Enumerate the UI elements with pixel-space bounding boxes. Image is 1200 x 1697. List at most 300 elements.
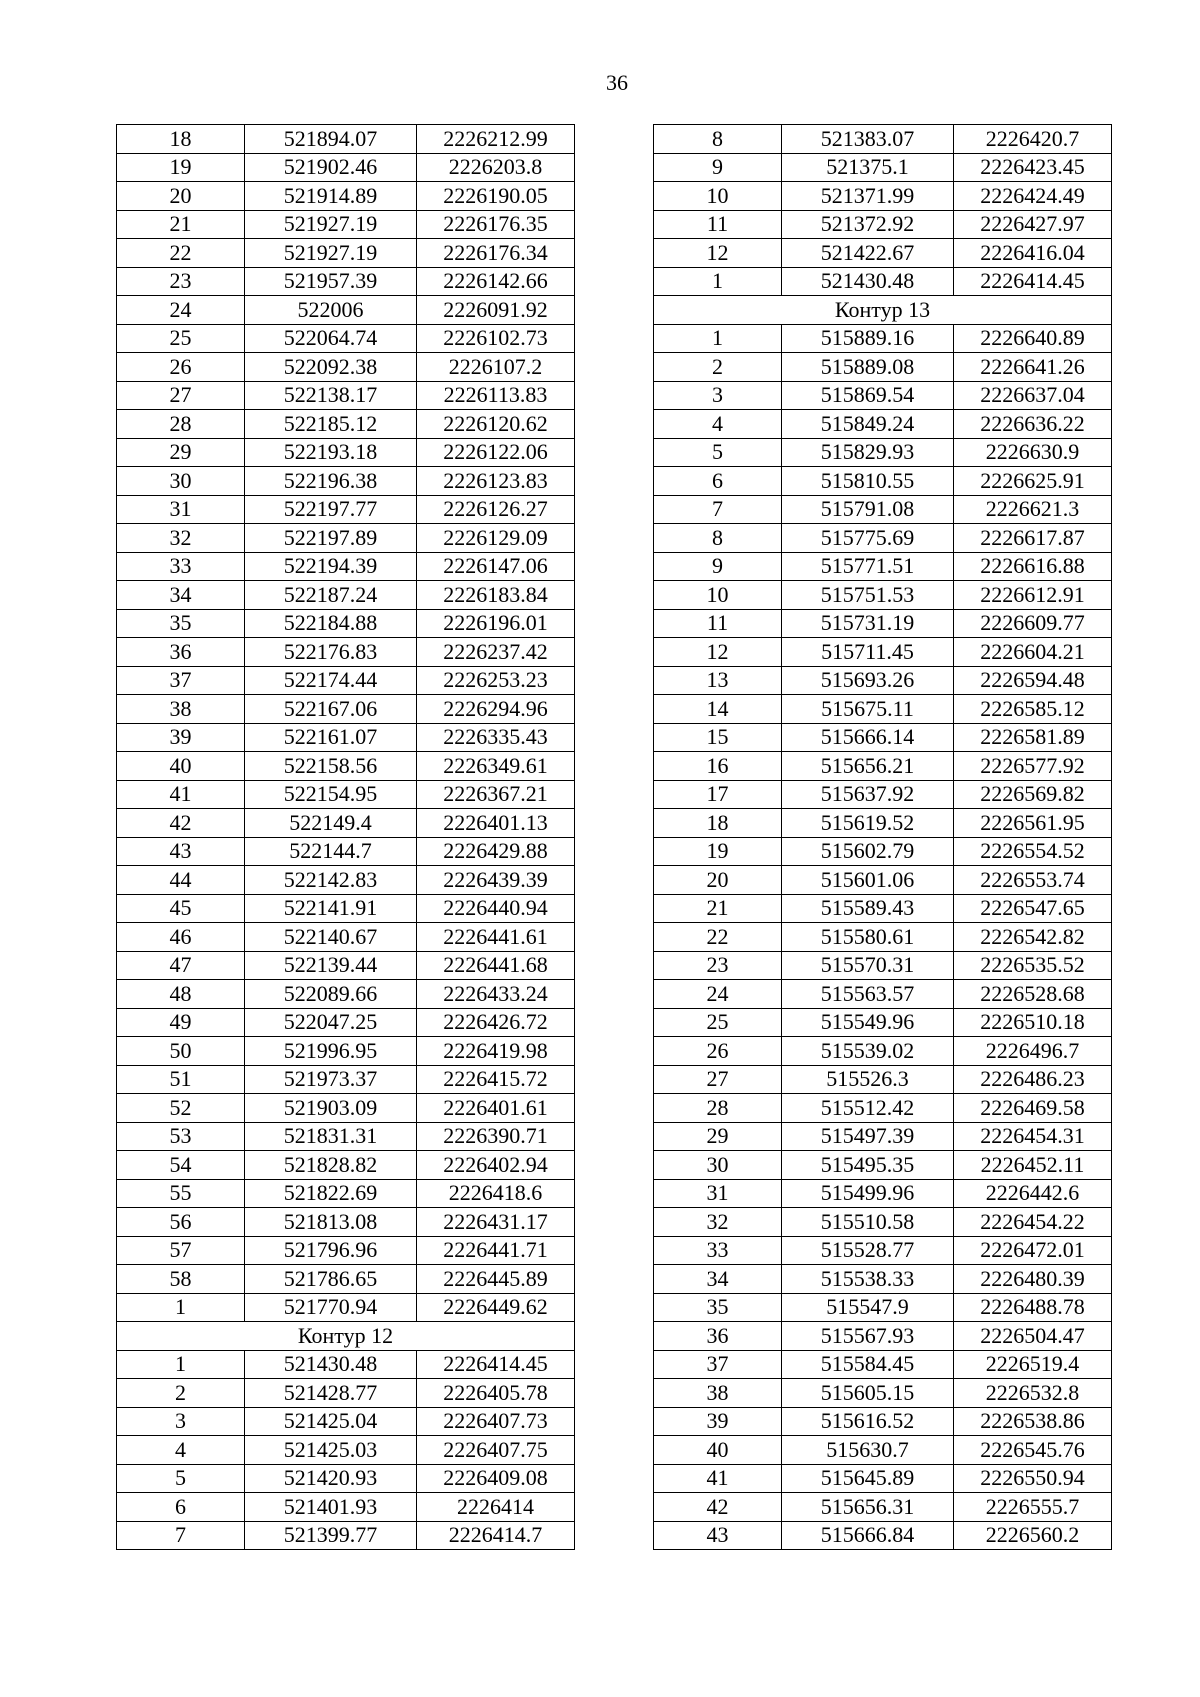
point-number-cell: 1 <box>117 1293 245 1322</box>
point-number-cell: 21 <box>117 210 245 239</box>
x-coordinate-cell: 515538.33 <box>782 1265 954 1294</box>
y-coordinate-cell: 2226488.78 <box>954 1293 1112 1322</box>
x-coordinate-cell: 515602.79 <box>782 837 954 866</box>
point-number-cell: 27 <box>117 381 245 410</box>
x-coordinate-cell: 522187.24 <box>245 581 417 610</box>
table-row <box>654 1122 1112 1151</box>
contour-header-cell: Контур 13 <box>654 296 1112 325</box>
y-coordinate-cell: 2226577.92 <box>954 752 1112 781</box>
y-coordinate-cell: 2226581.89 <box>954 723 1112 752</box>
point-number-cell: 25 <box>117 324 245 353</box>
point-number-cell: 15 <box>654 723 782 752</box>
point-number-cell: 3 <box>117 1407 245 1436</box>
point-number-cell: 22 <box>117 239 245 268</box>
point-number-cell: 1 <box>654 267 782 296</box>
point-number-cell: 18 <box>117 125 245 154</box>
point-number-cell: 48 <box>117 980 245 1009</box>
point-number-cell: 42 <box>654 1493 782 1522</box>
table-row <box>654 153 1112 182</box>
y-coordinate-cell: 2226547.65 <box>954 894 1112 923</box>
x-coordinate-cell: 515499.96 <box>782 1179 954 1208</box>
table-row <box>654 410 1112 439</box>
y-coordinate-cell: 2226454.31 <box>954 1122 1112 1151</box>
contour-header-row <box>654 296 1112 325</box>
y-coordinate-cell: 2226612.91 <box>954 581 1112 610</box>
x-coordinate-cell: 515869.54 <box>782 381 954 410</box>
x-coordinate-cell: 515645.89 <box>782 1464 954 1493</box>
point-number-cell: 28 <box>117 410 245 439</box>
point-number-cell: 57 <box>117 1236 245 1265</box>
y-coordinate-cell: 2226409.08 <box>417 1464 575 1493</box>
coordinates-table-left <box>116 124 575 1550</box>
page-number: 36 <box>606 70 628 95</box>
x-coordinate-cell: 522092.38 <box>245 353 417 382</box>
table-body <box>654 125 1112 1550</box>
y-coordinate-cell: 2226441.61 <box>417 923 575 952</box>
table-row <box>117 495 575 524</box>
x-coordinate-cell: 522138.17 <box>245 381 417 410</box>
table-row <box>654 894 1112 923</box>
table-row <box>654 1493 1112 1522</box>
point-number-cell: 6 <box>117 1493 245 1522</box>
point-number-cell: 5 <box>117 1464 245 1493</box>
table-row <box>117 267 575 296</box>
point-number-cell: 23 <box>654 951 782 980</box>
x-coordinate-cell: 515675.11 <box>782 695 954 724</box>
point-number-cell: 21 <box>654 894 782 923</box>
y-coordinate-cell: 2226120.62 <box>417 410 575 439</box>
table-row <box>117 723 575 752</box>
y-coordinate-cell: 2226335.43 <box>417 723 575 752</box>
y-coordinate-cell: 2226630.9 <box>954 438 1112 467</box>
y-coordinate-cell: 2226545.76 <box>954 1436 1112 1465</box>
point-number-cell: 29 <box>654 1122 782 1151</box>
y-coordinate-cell: 2226123.83 <box>417 467 575 496</box>
y-coordinate-cell: 2226486.23 <box>954 1065 1112 1094</box>
x-coordinate-cell: 515539.02 <box>782 1037 954 1066</box>
y-coordinate-cell: 2226585.12 <box>954 695 1112 724</box>
x-coordinate-cell: 515791.08 <box>782 495 954 524</box>
y-coordinate-cell: 2226616.88 <box>954 552 1112 581</box>
x-coordinate-cell: 521383.07 <box>782 125 954 154</box>
x-coordinate-cell: 515495.35 <box>782 1151 954 1180</box>
point-number-cell: 10 <box>654 581 782 610</box>
y-coordinate-cell: 2226452.11 <box>954 1151 1112 1180</box>
y-coordinate-cell: 2226367.21 <box>417 780 575 809</box>
table-row <box>654 239 1112 268</box>
table-row <box>654 1350 1112 1379</box>
y-coordinate-cell: 2226426.72 <box>417 1008 575 1037</box>
point-number-cell: 12 <box>654 638 782 667</box>
y-coordinate-cell: 2226472.01 <box>954 1236 1112 1265</box>
y-coordinate-cell: 2226604.21 <box>954 638 1112 667</box>
table-row <box>654 752 1112 781</box>
x-coordinate-cell: 515711.45 <box>782 638 954 667</box>
y-coordinate-cell: 2226609.77 <box>954 609 1112 638</box>
y-coordinate-cell: 2226542.82 <box>954 923 1112 952</box>
table-row <box>117 695 575 724</box>
table-row <box>117 894 575 923</box>
point-number-cell: 30 <box>654 1151 782 1180</box>
table-row <box>654 381 1112 410</box>
table-row <box>654 837 1112 866</box>
table-row <box>117 609 575 638</box>
point-number-cell: 11 <box>654 210 782 239</box>
x-coordinate-cell: 521957.39 <box>245 267 417 296</box>
y-coordinate-cell: 2226418.6 <box>417 1179 575 1208</box>
y-coordinate-cell: 2226553.74 <box>954 866 1112 895</box>
x-coordinate-cell: 515656.31 <box>782 1493 954 1522</box>
y-coordinate-cell: 2226440.94 <box>417 894 575 923</box>
point-number-cell: 20 <box>117 182 245 211</box>
x-coordinate-cell: 522139.44 <box>245 951 417 980</box>
point-number-cell: 20 <box>654 866 782 895</box>
table-body <box>117 125 575 1550</box>
point-number-cell: 52 <box>117 1094 245 1123</box>
x-coordinate-cell: 522047.25 <box>245 1008 417 1037</box>
x-coordinate-cell: 522196.38 <box>245 467 417 496</box>
table-row <box>654 353 1112 382</box>
x-coordinate-cell: 515775.69 <box>782 524 954 553</box>
y-coordinate-cell: 2226107.2 <box>417 353 575 382</box>
table-row <box>654 951 1112 980</box>
table-row <box>117 410 575 439</box>
point-number-cell: 2 <box>654 353 782 382</box>
table-row <box>117 1436 575 1465</box>
table-row <box>654 324 1112 353</box>
x-coordinate-cell: 522185.12 <box>245 410 417 439</box>
y-coordinate-cell: 2226405.78 <box>417 1379 575 1408</box>
point-number-cell: 32 <box>654 1208 782 1237</box>
x-coordinate-cell: 515512.42 <box>782 1094 954 1123</box>
point-number-cell: 49 <box>117 1008 245 1037</box>
y-coordinate-cell: 2226424.49 <box>954 182 1112 211</box>
point-number-cell: 11 <box>654 609 782 638</box>
point-number-cell: 38 <box>117 695 245 724</box>
x-coordinate-cell: 521399.77 <box>245 1521 417 1550</box>
y-coordinate-cell: 2226617.87 <box>954 524 1112 553</box>
x-coordinate-cell: 521914.89 <box>245 182 417 211</box>
point-number-cell: 41 <box>654 1464 782 1493</box>
table-row <box>117 1151 575 1180</box>
x-coordinate-cell: 521828.82 <box>245 1151 417 1180</box>
point-number-cell: 36 <box>117 638 245 667</box>
point-number-cell: 37 <box>117 666 245 695</box>
table-row <box>117 1179 575 1208</box>
y-coordinate-cell: 2226401.61 <box>417 1094 575 1123</box>
table-row <box>117 1350 575 1379</box>
table-row <box>654 666 1112 695</box>
x-coordinate-cell: 515605.15 <box>782 1379 954 1408</box>
y-coordinate-cell: 2226640.89 <box>954 324 1112 353</box>
point-number-cell: 31 <box>117 495 245 524</box>
table-row <box>117 552 575 581</box>
y-coordinate-cell: 2226415.72 <box>417 1065 575 1094</box>
point-number-cell: 19 <box>117 153 245 182</box>
point-number-cell: 44 <box>117 866 245 895</box>
point-number-cell: 42 <box>117 809 245 838</box>
table-row <box>117 353 575 382</box>
y-coordinate-cell: 2226449.62 <box>417 1293 575 1322</box>
table-row <box>117 1464 575 1493</box>
table-row <box>117 210 575 239</box>
table-row <box>117 296 575 325</box>
x-coordinate-cell: 515829.93 <box>782 438 954 467</box>
x-coordinate-cell: 521371.99 <box>782 182 954 211</box>
point-number-cell: 16 <box>654 752 782 781</box>
y-coordinate-cell: 2226294.96 <box>417 695 575 724</box>
point-number-cell: 25 <box>654 1008 782 1037</box>
table-row <box>117 866 575 895</box>
y-coordinate-cell: 2226519.4 <box>954 1350 1112 1379</box>
y-coordinate-cell: 2226445.89 <box>417 1265 575 1294</box>
table-row <box>117 1521 575 1550</box>
point-number-cell: 19 <box>654 837 782 866</box>
table-row <box>654 210 1112 239</box>
x-coordinate-cell: 515580.61 <box>782 923 954 952</box>
y-coordinate-cell: 2226416.04 <box>954 239 1112 268</box>
x-coordinate-cell: 515510.58 <box>782 1208 954 1237</box>
table-row <box>654 552 1112 581</box>
y-coordinate-cell: 2226122.06 <box>417 438 575 467</box>
y-coordinate-cell: 2226129.09 <box>417 524 575 553</box>
point-number-cell: 6 <box>654 467 782 496</box>
x-coordinate-cell: 522144.7 <box>245 837 417 866</box>
point-number-cell: 10 <box>654 182 782 211</box>
x-coordinate-cell: 522141.91 <box>245 894 417 923</box>
y-coordinate-cell: 2226641.26 <box>954 353 1112 382</box>
point-number-cell: 31 <box>654 1179 782 1208</box>
x-coordinate-cell: 515563.57 <box>782 980 954 1009</box>
table-row <box>654 1464 1112 1493</box>
table-row <box>654 1265 1112 1294</box>
x-coordinate-cell: 522184.88 <box>245 609 417 638</box>
y-coordinate-cell: 2226113.83 <box>417 381 575 410</box>
y-coordinate-cell: 2226637.04 <box>954 381 1112 410</box>
table-row <box>117 1493 575 1522</box>
point-number-cell: 55 <box>117 1179 245 1208</box>
x-coordinate-cell: 515584.45 <box>782 1350 954 1379</box>
x-coordinate-cell: 521425.04 <box>245 1407 417 1436</box>
point-number-cell: 22 <box>654 923 782 952</box>
point-number-cell: 41 <box>117 780 245 809</box>
table-row <box>654 1521 1112 1550</box>
y-coordinate-cell: 2226414.45 <box>954 267 1112 296</box>
point-number-cell: 26 <box>654 1037 782 1066</box>
y-coordinate-cell: 2226431.17 <box>417 1208 575 1237</box>
x-coordinate-cell: 515547.9 <box>782 1293 954 1322</box>
x-coordinate-cell: 522089.66 <box>245 980 417 1009</box>
table-row <box>654 1293 1112 1322</box>
point-number-cell: 50 <box>117 1037 245 1066</box>
y-coordinate-cell: 2226555.7 <box>954 1493 1112 1522</box>
x-coordinate-cell: 522006 <box>245 296 417 325</box>
x-coordinate-cell: 521903.09 <box>245 1094 417 1123</box>
table-row <box>654 1008 1112 1037</box>
y-coordinate-cell: 2226091.92 <box>417 296 575 325</box>
table-row <box>117 1094 575 1123</box>
table-row <box>654 695 1112 724</box>
y-coordinate-cell: 2226349.61 <box>417 752 575 781</box>
coordinates-table-right <box>653 124 1112 1550</box>
x-coordinate-cell: 521902.46 <box>245 153 417 182</box>
x-coordinate-cell: 521401.93 <box>245 1493 417 1522</box>
y-coordinate-cell: 2226454.22 <box>954 1208 1112 1237</box>
x-coordinate-cell: 522193.18 <box>245 438 417 467</box>
x-coordinate-cell: 515771.51 <box>782 552 954 581</box>
x-coordinate-cell: 521420.93 <box>245 1464 417 1493</box>
x-coordinate-cell: 521894.07 <box>245 125 417 154</box>
table-row <box>117 752 575 781</box>
y-coordinate-cell: 2226390.71 <box>417 1122 575 1151</box>
x-coordinate-cell: 521786.65 <box>245 1265 417 1294</box>
x-coordinate-cell: 522197.89 <box>245 524 417 553</box>
y-coordinate-cell: 2226253.23 <box>417 666 575 695</box>
x-coordinate-cell: 522176.83 <box>245 638 417 667</box>
y-coordinate-cell: 2226196.01 <box>417 609 575 638</box>
y-coordinate-cell: 2226560.2 <box>954 1521 1112 1550</box>
y-coordinate-cell: 2226203.8 <box>417 153 575 182</box>
x-coordinate-cell: 521927.19 <box>245 239 417 268</box>
table-row <box>654 980 1112 1009</box>
y-coordinate-cell: 2226102.73 <box>417 324 575 353</box>
x-coordinate-cell: 522158.56 <box>245 752 417 781</box>
table-row <box>117 1037 575 1066</box>
x-coordinate-cell: 522064.74 <box>245 324 417 353</box>
x-coordinate-cell: 515810.55 <box>782 467 954 496</box>
x-coordinate-cell: 521927.19 <box>245 210 417 239</box>
x-coordinate-cell: 522197.77 <box>245 495 417 524</box>
table-row <box>654 809 1112 838</box>
table-row <box>117 182 575 211</box>
y-coordinate-cell: 2226621.3 <box>954 495 1112 524</box>
point-number-cell: 24 <box>117 296 245 325</box>
table-row <box>117 638 575 667</box>
point-number-cell: 33 <box>117 552 245 581</box>
y-coordinate-cell: 2226407.75 <box>417 1436 575 1465</box>
x-coordinate-cell: 522154.95 <box>245 780 417 809</box>
table-row <box>654 1236 1112 1265</box>
table-row <box>117 581 575 610</box>
point-number-cell: 33 <box>654 1236 782 1265</box>
y-coordinate-cell: 2226442.6 <box>954 1179 1112 1208</box>
y-coordinate-cell: 2226439.39 <box>417 866 575 895</box>
contour-header-cell: Контур 12 <box>117 1322 575 1351</box>
point-number-cell: 32 <box>117 524 245 553</box>
table-row <box>654 267 1112 296</box>
x-coordinate-cell: 522161.07 <box>245 723 417 752</box>
x-coordinate-cell: 521428.77 <box>245 1379 417 1408</box>
table-row <box>117 324 575 353</box>
y-coordinate-cell: 2226183.84 <box>417 581 575 610</box>
table-row <box>117 1293 575 1322</box>
y-coordinate-cell: 2226401.13 <box>417 809 575 838</box>
table-row <box>117 239 575 268</box>
x-coordinate-cell: 515589.43 <box>782 894 954 923</box>
point-number-cell: 9 <box>654 153 782 182</box>
point-number-cell: 37 <box>654 1350 782 1379</box>
table-row <box>117 1065 575 1094</box>
point-number-cell: 39 <box>117 723 245 752</box>
x-coordinate-cell: 515751.53 <box>782 581 954 610</box>
x-coordinate-cell: 521822.69 <box>245 1179 417 1208</box>
table-row <box>654 1151 1112 1180</box>
table-row <box>654 1037 1112 1066</box>
table-row <box>654 1065 1112 1094</box>
y-coordinate-cell: 2226561.95 <box>954 809 1112 838</box>
y-coordinate-cell: 2226414 <box>417 1493 575 1522</box>
x-coordinate-cell: 515630.7 <box>782 1436 954 1465</box>
x-coordinate-cell: 521375.1 <box>782 153 954 182</box>
point-number-cell: 7 <box>117 1521 245 1550</box>
table-row <box>654 780 1112 809</box>
y-coordinate-cell: 2226402.94 <box>417 1151 575 1180</box>
y-coordinate-cell: 2226480.39 <box>954 1265 1112 1294</box>
y-coordinate-cell: 2226427.97 <box>954 210 1112 239</box>
x-coordinate-cell: 521770.94 <box>245 1293 417 1322</box>
x-coordinate-cell: 515549.96 <box>782 1008 954 1037</box>
table-row <box>654 1179 1112 1208</box>
table-row <box>117 438 575 467</box>
table-row <box>117 1208 575 1237</box>
table-row <box>117 1122 575 1151</box>
point-number-cell: 24 <box>654 980 782 1009</box>
y-coordinate-cell: 2226469.58 <box>954 1094 1112 1123</box>
table-row <box>117 923 575 952</box>
point-number-cell: 58 <box>117 1265 245 1294</box>
table-row <box>654 923 1112 952</box>
point-number-cell: 18 <box>654 809 782 838</box>
point-number-cell: 2 <box>117 1379 245 1408</box>
point-number-cell: 9 <box>654 552 782 581</box>
x-coordinate-cell: 515570.31 <box>782 951 954 980</box>
point-number-cell: 51 <box>117 1065 245 1094</box>
point-number-cell: 3 <box>654 381 782 410</box>
point-number-cell: 1 <box>654 324 782 353</box>
point-number-cell: 39 <box>654 1407 782 1436</box>
x-coordinate-cell: 522142.83 <box>245 866 417 895</box>
y-coordinate-cell: 2226594.48 <box>954 666 1112 695</box>
table-row <box>654 438 1112 467</box>
x-coordinate-cell: 515637.92 <box>782 780 954 809</box>
y-coordinate-cell: 2226496.7 <box>954 1037 1112 1066</box>
y-coordinate-cell: 2226414.7 <box>417 1521 575 1550</box>
y-coordinate-cell: 2226504.47 <box>954 1322 1112 1351</box>
y-coordinate-cell: 2226414.45 <box>417 1350 575 1379</box>
point-number-cell: 40 <box>117 752 245 781</box>
y-coordinate-cell: 2226237.42 <box>417 638 575 667</box>
x-coordinate-cell: 522174.44 <box>245 666 417 695</box>
table-row <box>117 1008 575 1037</box>
point-number-cell: 46 <box>117 923 245 952</box>
point-number-cell: 12 <box>654 239 782 268</box>
table-row <box>117 524 575 553</box>
table-row <box>117 1379 575 1408</box>
x-coordinate-cell: 522167.06 <box>245 695 417 724</box>
point-number-cell: 43 <box>117 837 245 866</box>
x-coordinate-cell: 515616.52 <box>782 1407 954 1436</box>
point-number-cell: 36 <box>654 1322 782 1351</box>
point-number-cell: 4 <box>654 410 782 439</box>
table-row <box>117 1236 575 1265</box>
x-coordinate-cell: 515528.77 <box>782 1236 954 1265</box>
y-coordinate-cell: 2226441.68 <box>417 951 575 980</box>
table-row <box>654 182 1112 211</box>
point-number-cell: 8 <box>654 524 782 553</box>
table-row <box>117 837 575 866</box>
table-row <box>117 125 575 154</box>
x-coordinate-cell: 515889.08 <box>782 353 954 382</box>
